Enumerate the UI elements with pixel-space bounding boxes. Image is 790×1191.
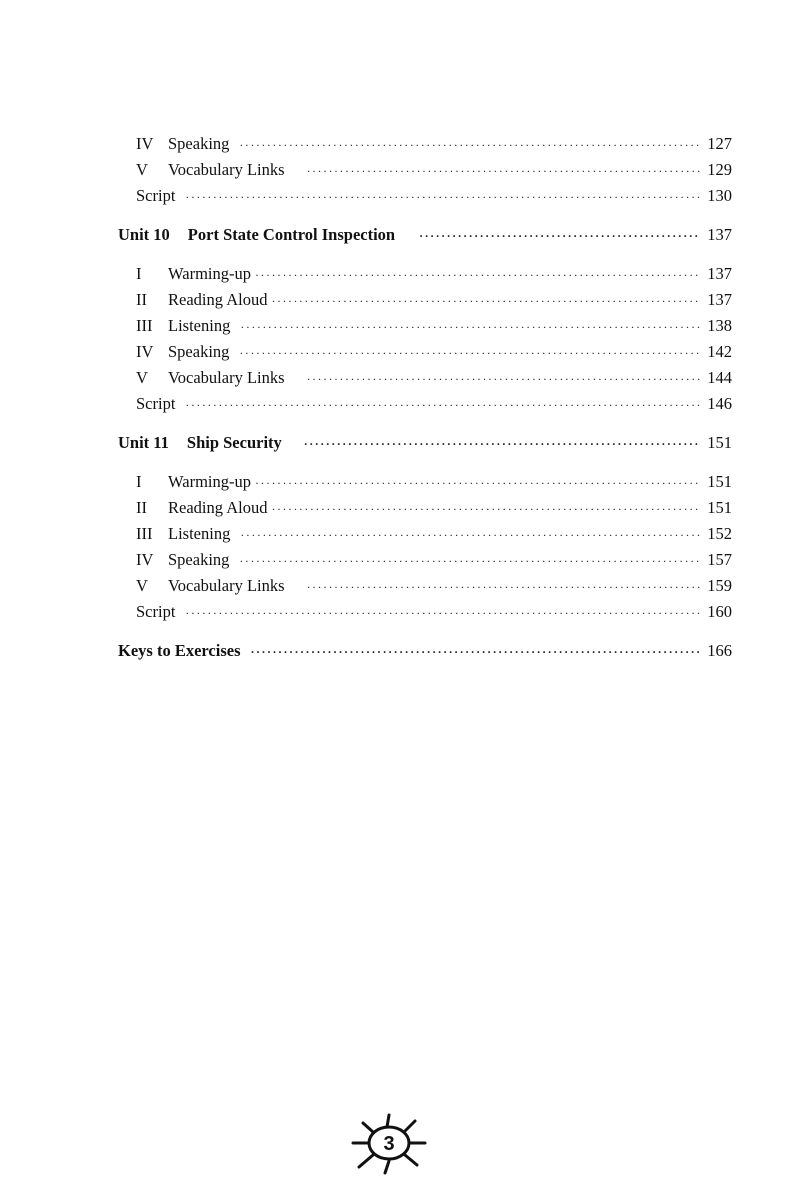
entry-title: Vocabulary Links (168, 576, 285, 595)
toc-unit-11[interactable] (118, 430, 732, 456)
entry-page: 151 (707, 498, 732, 517)
toc-entry-speaking[interactable] (118, 131, 732, 157)
unit-number: Unit 11 (118, 433, 169, 452)
unit-page: 151 (707, 433, 732, 452)
entry-number: II (136, 498, 147, 517)
dot-leader (240, 522, 700, 548)
toc-entry-vocabulary-links[interactable] (118, 365, 732, 391)
entry-number: IV (136, 134, 154, 153)
entry-page: 137 (707, 264, 732, 283)
toc-entry-vocabulary-links[interactable] (118, 157, 732, 183)
toc-entry-script[interactable] (118, 599, 732, 625)
entry-page: 152 (707, 524, 732, 543)
dot-leader (307, 158, 700, 184)
dot-leader (239, 340, 700, 366)
dot-leader (239, 132, 700, 158)
toc-keys-to-exercises[interactable] (118, 638, 732, 664)
dot-leader (304, 431, 700, 457)
entry-page: 142 (707, 342, 732, 361)
toc-entry-speaking[interactable] (118, 547, 732, 573)
toc-entry-warming-up[interactable] (118, 469, 732, 495)
dot-leader (185, 184, 700, 210)
entry-title: Speaking (168, 550, 230, 569)
entry-number: IV (136, 342, 154, 361)
toc-entry-vocabulary-links[interactable] (118, 573, 732, 599)
entry-page: 159 (707, 576, 732, 595)
entry-page: 127 (707, 134, 732, 153)
toc-entry-script[interactable] (118, 391, 732, 417)
dot-leader (185, 392, 700, 418)
entry-number: V (136, 368, 148, 387)
toc-entry-listening[interactable] (118, 313, 732, 339)
compass-rose-icon (349, 1113, 429, 1175)
dot-leader (419, 223, 700, 249)
entry-title: Script (136, 186, 176, 205)
toc-entry-reading-aloud[interactable] (118, 495, 732, 521)
entry-title: Reading Aloud (168, 498, 268, 517)
entry-number: V (136, 160, 148, 179)
toc-entry-script[interactable] (118, 183, 732, 209)
entry-page: 137 (707, 290, 732, 309)
toc-entry-warming-up[interactable] (118, 261, 732, 287)
entry-page: 151 (707, 472, 732, 491)
dot-leader (255, 262, 700, 288)
entry-title: Warming-up (168, 264, 251, 283)
entry-title: Script (136, 394, 176, 413)
entry-page: 157 (707, 550, 732, 569)
unit-title: Ship Security (186, 433, 282, 452)
dot-leader (271, 288, 700, 314)
entry-title: Script (136, 602, 176, 621)
entry-number: III (136, 316, 153, 335)
entry-title: Speaking (168, 342, 230, 361)
toc-unit-10[interactable] (118, 222, 732, 248)
entry-page: 146 (707, 394, 732, 413)
entry-page: 138 (707, 316, 732, 335)
table-of-contents (118, 131, 732, 664)
dot-leader (240, 314, 700, 340)
dot-leader (307, 366, 700, 392)
dot-leader (271, 496, 700, 522)
entry-title: Warming-up (168, 472, 251, 491)
entry-title: Reading Aloud (168, 290, 268, 309)
unit-number: Unit 10 (118, 225, 170, 244)
entry-number: V (136, 576, 148, 595)
entry-title: Vocabulary Links (168, 160, 285, 179)
toc-entry-speaking[interactable] (118, 339, 732, 365)
keys-page: 166 (707, 641, 732, 660)
keys-title: Keys to Exercises (118, 641, 241, 660)
dot-leader (307, 574, 700, 600)
entry-number: IV (136, 550, 154, 569)
entry-title: Speaking (168, 134, 230, 153)
dot-leader (251, 639, 700, 665)
toc-entry-reading-aloud[interactable] (118, 287, 732, 313)
page-number: 3 (383, 1133, 395, 1155)
entry-number: I (136, 472, 142, 491)
dot-leader (255, 470, 700, 496)
entry-title: Listening (168, 524, 231, 543)
entry-page: 130 (707, 186, 732, 205)
dot-leader (185, 600, 700, 626)
entry-page: 160 (707, 602, 732, 621)
entry-number: III (136, 524, 153, 543)
entry-number: I (136, 264, 142, 283)
entry-page: 144 (707, 368, 732, 387)
entry-title: Listening (168, 316, 231, 335)
entry-page: 129 (707, 160, 732, 179)
dot-leader (239, 548, 700, 574)
entry-title: Vocabulary Links (168, 368, 285, 387)
unit-title: Port State Control Inspection (187, 225, 396, 244)
toc-entry-listening[interactable] (118, 521, 732, 547)
unit-page: 137 (707, 225, 732, 244)
entry-number: II (136, 290, 147, 309)
